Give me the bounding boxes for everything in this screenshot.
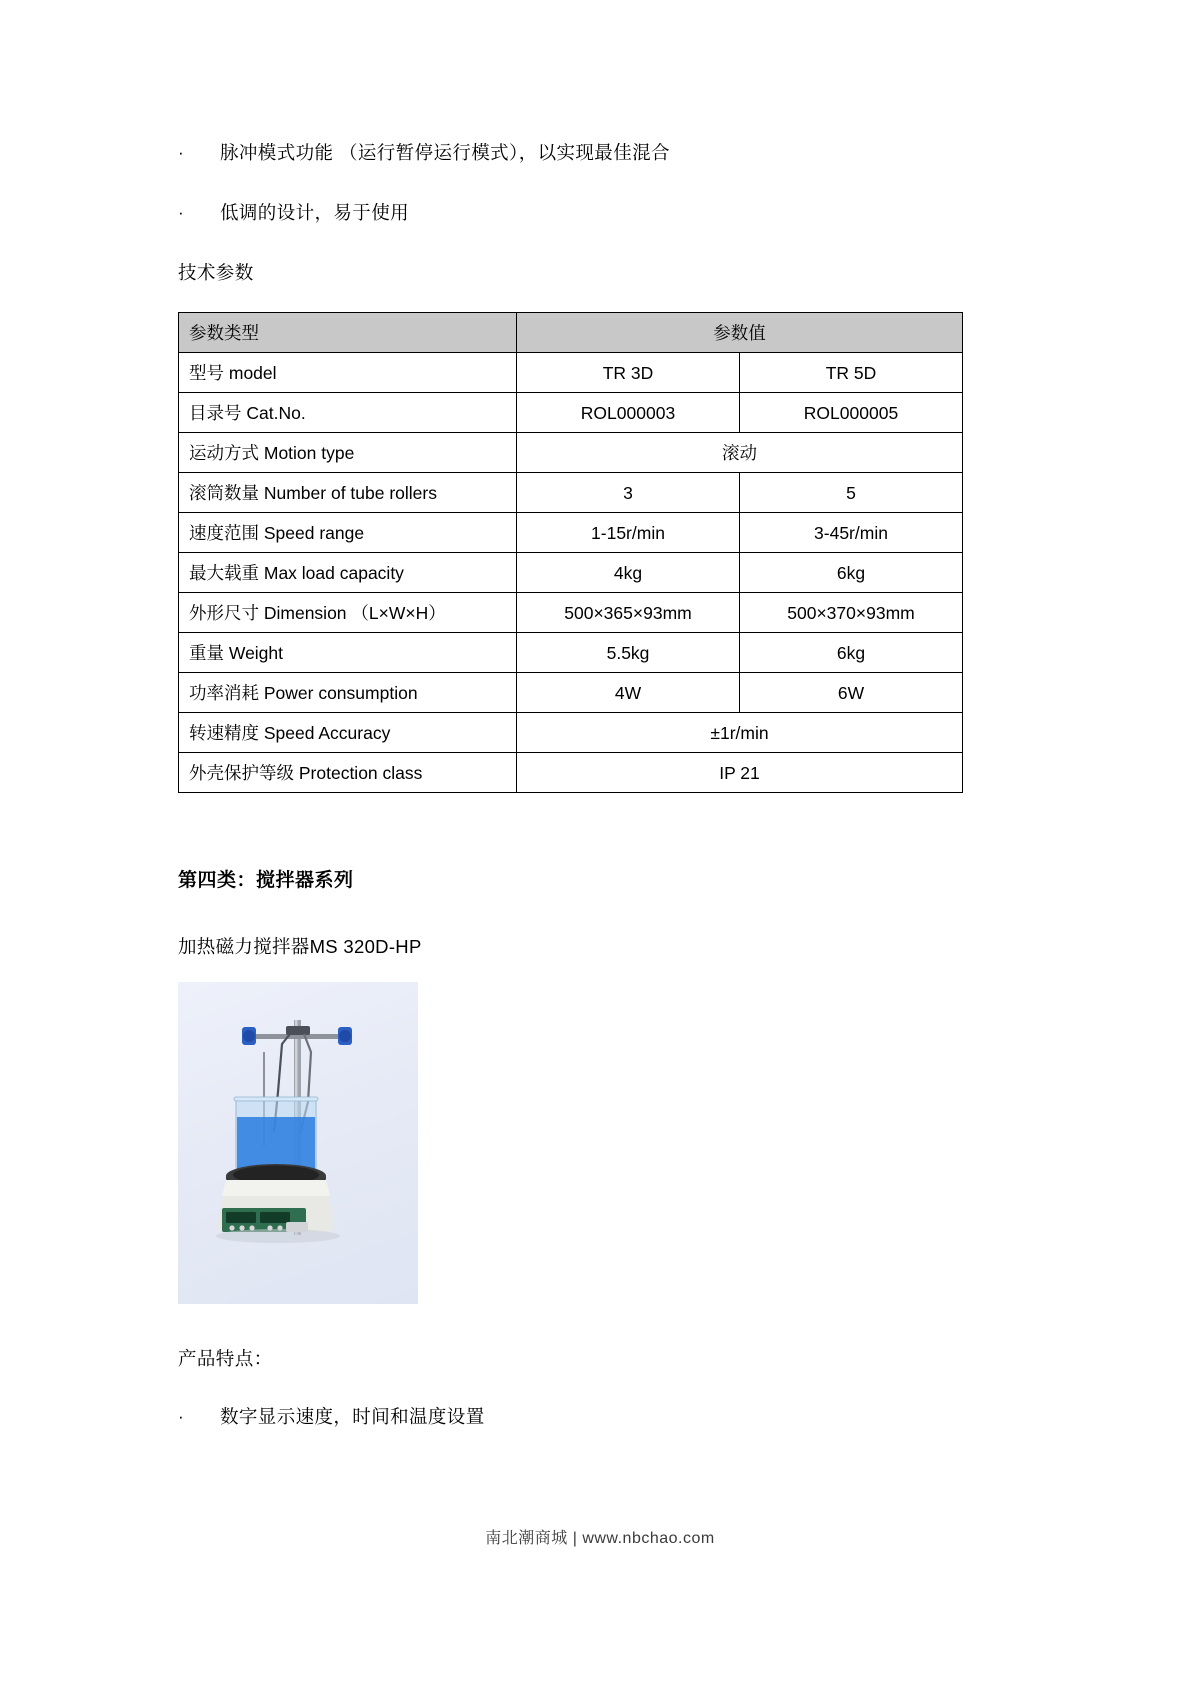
row-value-2: 6kg [740, 633, 963, 673]
column-header-param: 参数类型 [179, 313, 517, 353]
table-row [179, 633, 963, 673]
bullet-text: 数字显示速度，时间和温度设置 [220, 1406, 485, 1427]
table-row [179, 713, 963, 753]
row-value-2: 3-45r/min [740, 513, 963, 553]
list-item [178, 140, 1023, 166]
magnetic-stirrer-illustration [178, 982, 418, 1304]
row-label: 滚筒数量 Number of tube rollers [179, 473, 517, 513]
table-row [179, 353, 963, 393]
row-value-merged: ±1r/min [517, 713, 963, 753]
table-row [179, 553, 963, 593]
table-row [179, 473, 963, 513]
row-label: 型号 model [179, 353, 517, 393]
row-value-2: 5 [740, 473, 963, 513]
row-value-1: 4W [517, 673, 740, 713]
table-row [179, 433, 963, 473]
bullet-marker: · [178, 143, 184, 162]
table-row [179, 673, 963, 713]
bullet-text: 低调的设计，易于使用 [220, 202, 410, 223]
row-value-2: ROL000005 [740, 393, 963, 433]
row-value-2: 6W [740, 673, 963, 713]
row-label: 功率消耗 Power consumption [179, 673, 517, 713]
bullet-marker: · [178, 203, 184, 222]
column-header-value: 参数值 [517, 313, 963, 353]
table-row [179, 393, 963, 433]
page-footer: 南北潮商城 | www.nbchao.com [485, 1530, 715, 1547]
row-value-1: 5.5kg [517, 633, 740, 673]
list-item [178, 200, 1023, 226]
row-value-1: 500×365×93mm [517, 593, 740, 633]
table-row [179, 753, 963, 793]
specification-table [178, 312, 963, 793]
features-label: 产品特点： [178, 1348, 273, 1369]
row-label: 重量 Weight [179, 633, 517, 673]
row-label: 外形尺寸 Dimension （L×W×H） [179, 593, 517, 633]
row-value-2: 500×370×93mm [740, 593, 963, 633]
row-label: 目录号 Cat.No. [179, 393, 517, 433]
product-title: 加热磁力搅拌器MS 320D-HP [178, 936, 422, 957]
table-row [179, 513, 963, 553]
table-row [179, 593, 963, 633]
row-value-1: TR 3D [517, 353, 740, 393]
row-value-1: 4kg [517, 553, 740, 593]
document-content [178, 140, 1023, 1464]
row-label: 速度范围 Speed range [179, 513, 517, 553]
row-label: 最大载重 Max load capacity [179, 553, 517, 593]
row-label: 运动方式 Motion type [179, 433, 517, 473]
row-value-2: TR 5D [740, 353, 963, 393]
bullet-text: 脉冲模式功能 （运行暂停运行模式），以实现最佳混合 [220, 142, 670, 163]
spec-section-label: 技术参数 [178, 262, 254, 283]
row-value-2: 6kg [740, 553, 963, 593]
bullet-marker: · [178, 1407, 184, 1426]
table-header-row [179, 313, 963, 353]
row-value-1: 3 [517, 473, 740, 513]
row-label: 转速精度 Speed Accuracy [179, 713, 517, 753]
row-value-1: ROL000003 [517, 393, 740, 433]
row-value-merged: 滚动 [517, 433, 963, 473]
list-item [178, 1404, 1023, 1430]
row-label: 外壳保护等级 Protection class [179, 753, 517, 793]
row-value-1: 1-15r/min [517, 513, 740, 553]
row-value-merged: IP 21 [517, 753, 963, 793]
category-heading: 第四类：搅拌器系列 [178, 870, 354, 891]
product-photo [178, 982, 418, 1304]
